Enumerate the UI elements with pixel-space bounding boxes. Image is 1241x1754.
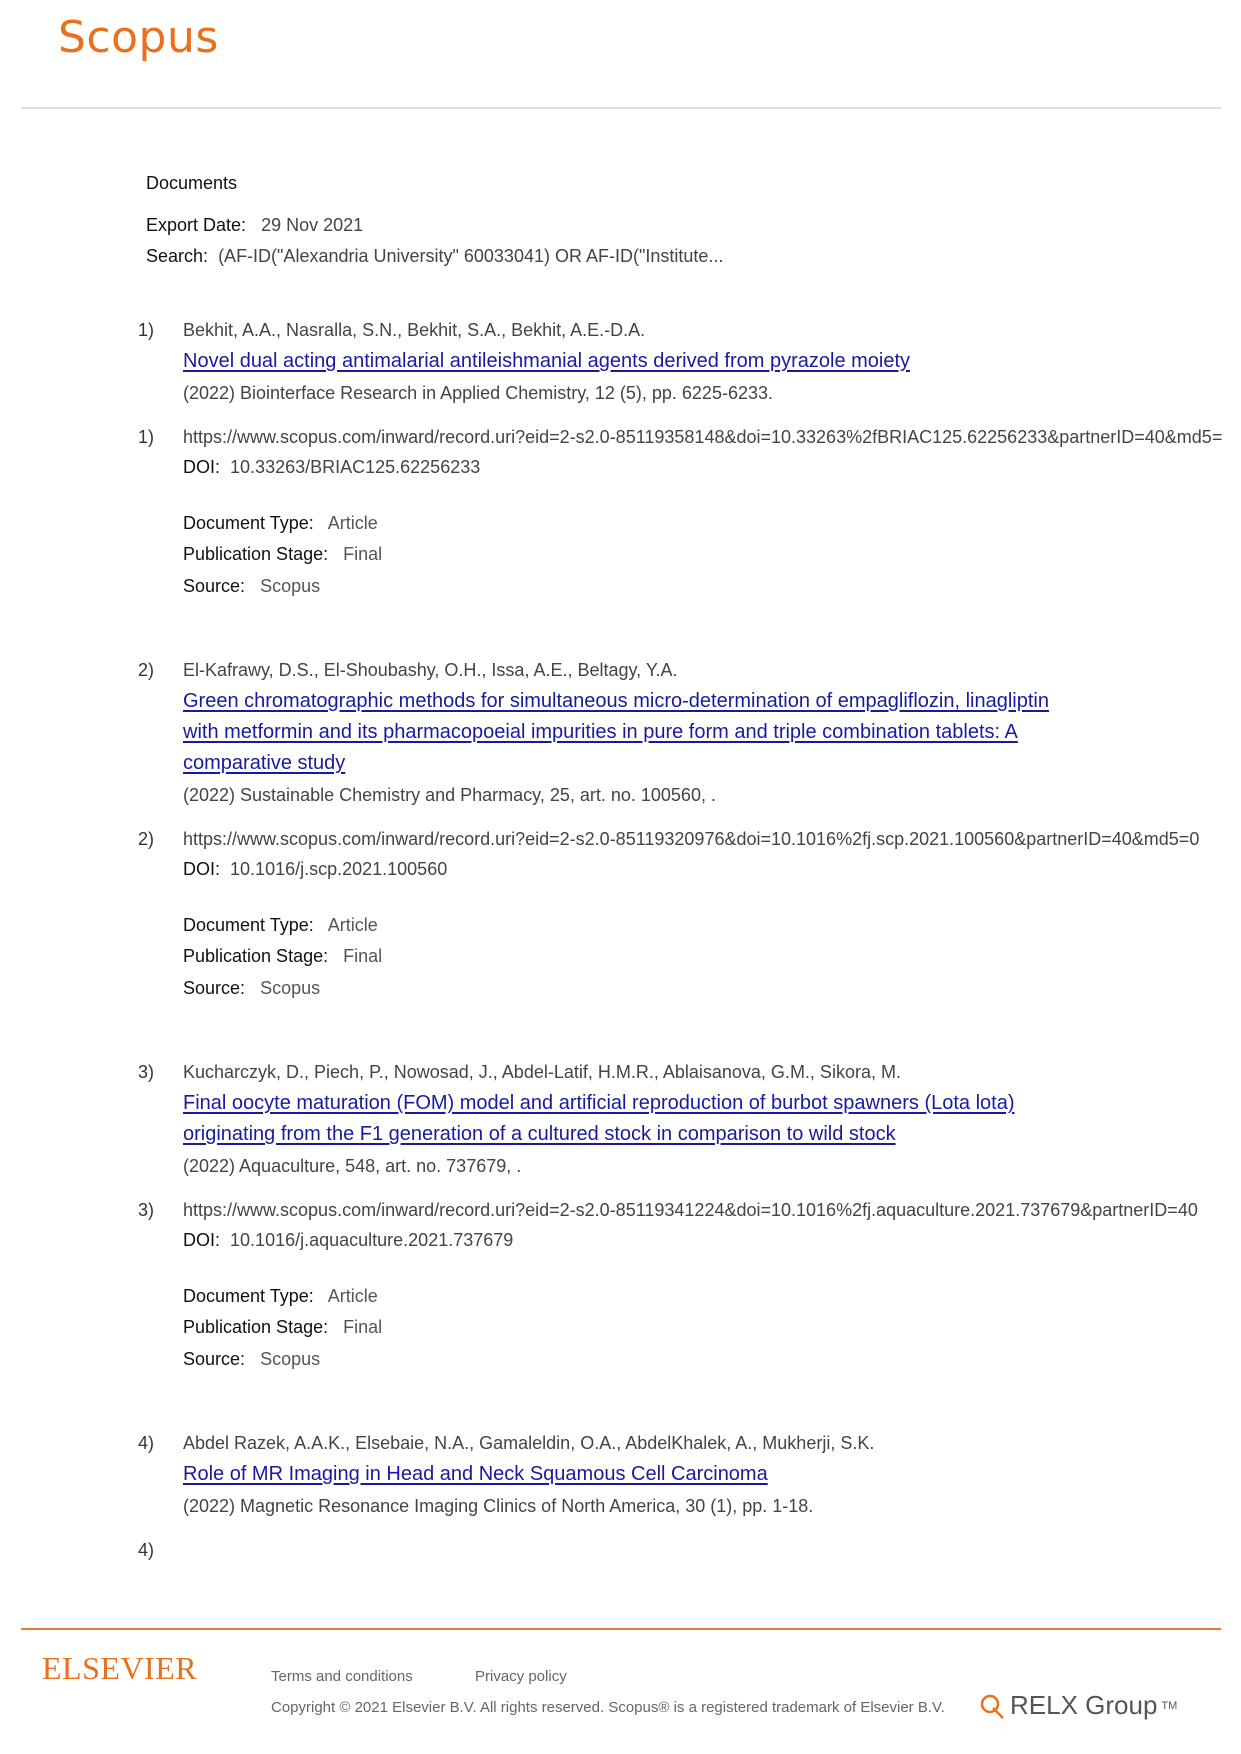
record-title-link[interactable]: originating from the F1 generation of a cultured stock in comparison to wild stock — [183, 1123, 896, 1145]
pub-stage-value: Final — [343, 946, 383, 966]
terms-link[interactable]: Terms and conditions — [271, 1668, 413, 1685]
record-doi — [183, 457, 480, 478]
record-number: 2) — [138, 660, 155, 680]
source-label: Source: — [183, 576, 246, 596]
record-pub-stage — [183, 946, 382, 967]
source-value: Scopus — [260, 978, 321, 998]
record-authors: Kucharczyk, D., Piech, P., Nowosad, J., Abdel-Latif, H.M.R., Ablaisanova, G.M., Sikora, M. — [183, 1062, 901, 1082]
relx-icon — [978, 1692, 1006, 1720]
record-doc-type — [183, 1286, 378, 1307]
doi-value: 10.1016/j.scp.2021.100560 — [230, 859, 448, 879]
record-source — [183, 1349, 320, 1370]
record-doi — [183, 859, 447, 880]
search-label: Search: — [146, 246, 209, 266]
record-url-link[interactable]: https://www.scopus.com/inward/record.uri?eid=2-s2.0-85119320976&doi=10.1016%2fj.scp.2021.100560&partnerID=40&md5=0 — [183, 829, 1200, 849]
doc-type-value: Article — [327, 513, 378, 533]
footer-divider — [21, 1628, 1221, 1630]
doc-type-value: Article — [327, 915, 378, 935]
record-citation: (2022) Biointerface Research in Applied Chemistry, 12 (5), pp. 6225-6233. — [183, 383, 773, 403]
export-date-label: Export Date: — [146, 215, 247, 235]
export-date-value: 29 Nov 2021 — [261, 215, 364, 235]
record-title-link[interactable]: Green chromatographic methods for simultaneous micro-determination of empagliflozin, linagliptin — [183, 690, 1049, 712]
record-citation: (2022) Magnetic Resonance Imaging Clinics of North America, 30 (1), pp. 1-18. — [183, 1496, 814, 1516]
doc-type-label: Document Type: — [183, 1286, 314, 1306]
record-url-link[interactable]: https://www.scopus.com/inward/record.uri?eid=2-s2.0-85119341224&doi=10.1016%2fj.aquaculture.2021.737679&partnerID=40 — [183, 1200, 1198, 1220]
relx-text: RELX Group — [1010, 1690, 1158, 1720]
pub-stage-value: Final — [343, 544, 383, 564]
record-number: 4) — [138, 1433, 155, 1453]
record-doi — [183, 1230, 513, 1251]
record-pub-stage — [183, 544, 382, 565]
source-label: Source: — [183, 1349, 246, 1369]
header-divider — [21, 107, 1221, 109]
record-authors: El-Kafrawy, D.S., El-Shoubashy, O.H., Issa, A.E., Beltagy, Y.A. — [183, 660, 678, 680]
search-value: (AF-ID("Alexandria University" 60033041) OR AF-ID("Institute... — [218, 246, 724, 266]
source-label: Source: — [183, 978, 246, 998]
pub-stage-label: Publication Stage: — [183, 544, 329, 564]
record-number: 3) — [138, 1062, 155, 1082]
record-title-link[interactable]: Role of MR Imaging in Head and Neck Squamous Cell Carcinoma — [183, 1463, 768, 1485]
source-value: Scopus — [260, 576, 321, 596]
doi-value: 10.1016/j.aquaculture.2021.737679 — [230, 1230, 514, 1250]
record-number: 4) — [138, 1540, 155, 1560]
record-title-link[interactable]: Novel dual acting antimalarial antileishmanial agents derived from pyrazole moiety — [183, 350, 911, 372]
record-number: 1) — [138, 427, 155, 447]
doi-label: DOI: — [183, 1230, 221, 1250]
relx-tm: TM — [1161, 1699, 1178, 1712]
documents-heading: Documents — [146, 173, 238, 193]
pub-stage-label: Publication Stage: — [183, 1317, 329, 1337]
doi-label: DOI: — [183, 457, 221, 477]
record-doc-type — [183, 513, 378, 534]
relx-logo — [978, 1690, 1177, 1721]
pub-stage-label: Publication Stage: — [183, 946, 329, 966]
record-number: 2) — [138, 829, 155, 849]
search-query — [146, 246, 723, 267]
record-title-link[interactable]: with metformin and its pharmacopoeial impurities in pure form and triple combination tablets: A — [183, 721, 1018, 743]
pub-stage-value: Final — [343, 1317, 383, 1337]
record-number: 1) — [138, 320, 155, 340]
export-date — [146, 215, 363, 236]
record-authors: Bekhit, A.A., Nasralla, S.N., Bekhit, S.A., Bekhit, A.E.-D.A. — [183, 320, 646, 340]
doc-type-label: Document Type: — [183, 915, 314, 935]
record-source — [183, 576, 320, 597]
record-url-link[interactable]: https://www.scopus.com/inward/record.uri?eid=2-s2.0-85119358148&doi=10.33263%2fBRIAC125.62256233&partnerID=40&md5= — [183, 427, 1223, 447]
doi-value: 10.33263/BRIAC125.62256233 — [230, 457, 481, 477]
privacy-link[interactable]: Privacy policy — [475, 1668, 567, 1685]
doi-label: DOI: — [183, 859, 221, 879]
scopus-logo: Scopus — [58, 12, 219, 63]
record-citation: (2022) Aquaculture, 548, art. no. 737679, . — [183, 1156, 522, 1176]
record-doc-type — [183, 915, 378, 936]
elsevier-logo: ELSEVIER — [42, 1650, 198, 1686]
doc-type-value: Article — [327, 1286, 378, 1306]
record-source — [183, 978, 320, 999]
record-citation: (2022) Sustainable Chemistry and Pharmacy, 25, art. no. 100560, . — [183, 785, 716, 805]
record-title-link[interactable]: comparative study — [183, 752, 346, 774]
record-pub-stage — [183, 1317, 382, 1338]
record-authors: Abdel Razek, A.A.K., Elsebaie, N.A., Gamaleldin, O.A., AbdelKhalek, A., Mukherji, S.K. — [183, 1433, 875, 1453]
record-title-link[interactable]: Final oocyte maturation (FOM) model and artificial reproduction of burbot spawners (Lota lota) — [183, 1092, 1015, 1114]
doc-type-label: Document Type: — [183, 513, 314, 533]
record-number: 3) — [138, 1200, 155, 1220]
source-value: Scopus — [260, 1349, 321, 1369]
copyright-text: Copyright © 2021 Elsevier B.V. All rights reserved. Scopus® is a registered trademark of Elsevier B.V. — [271, 1699, 945, 1716]
